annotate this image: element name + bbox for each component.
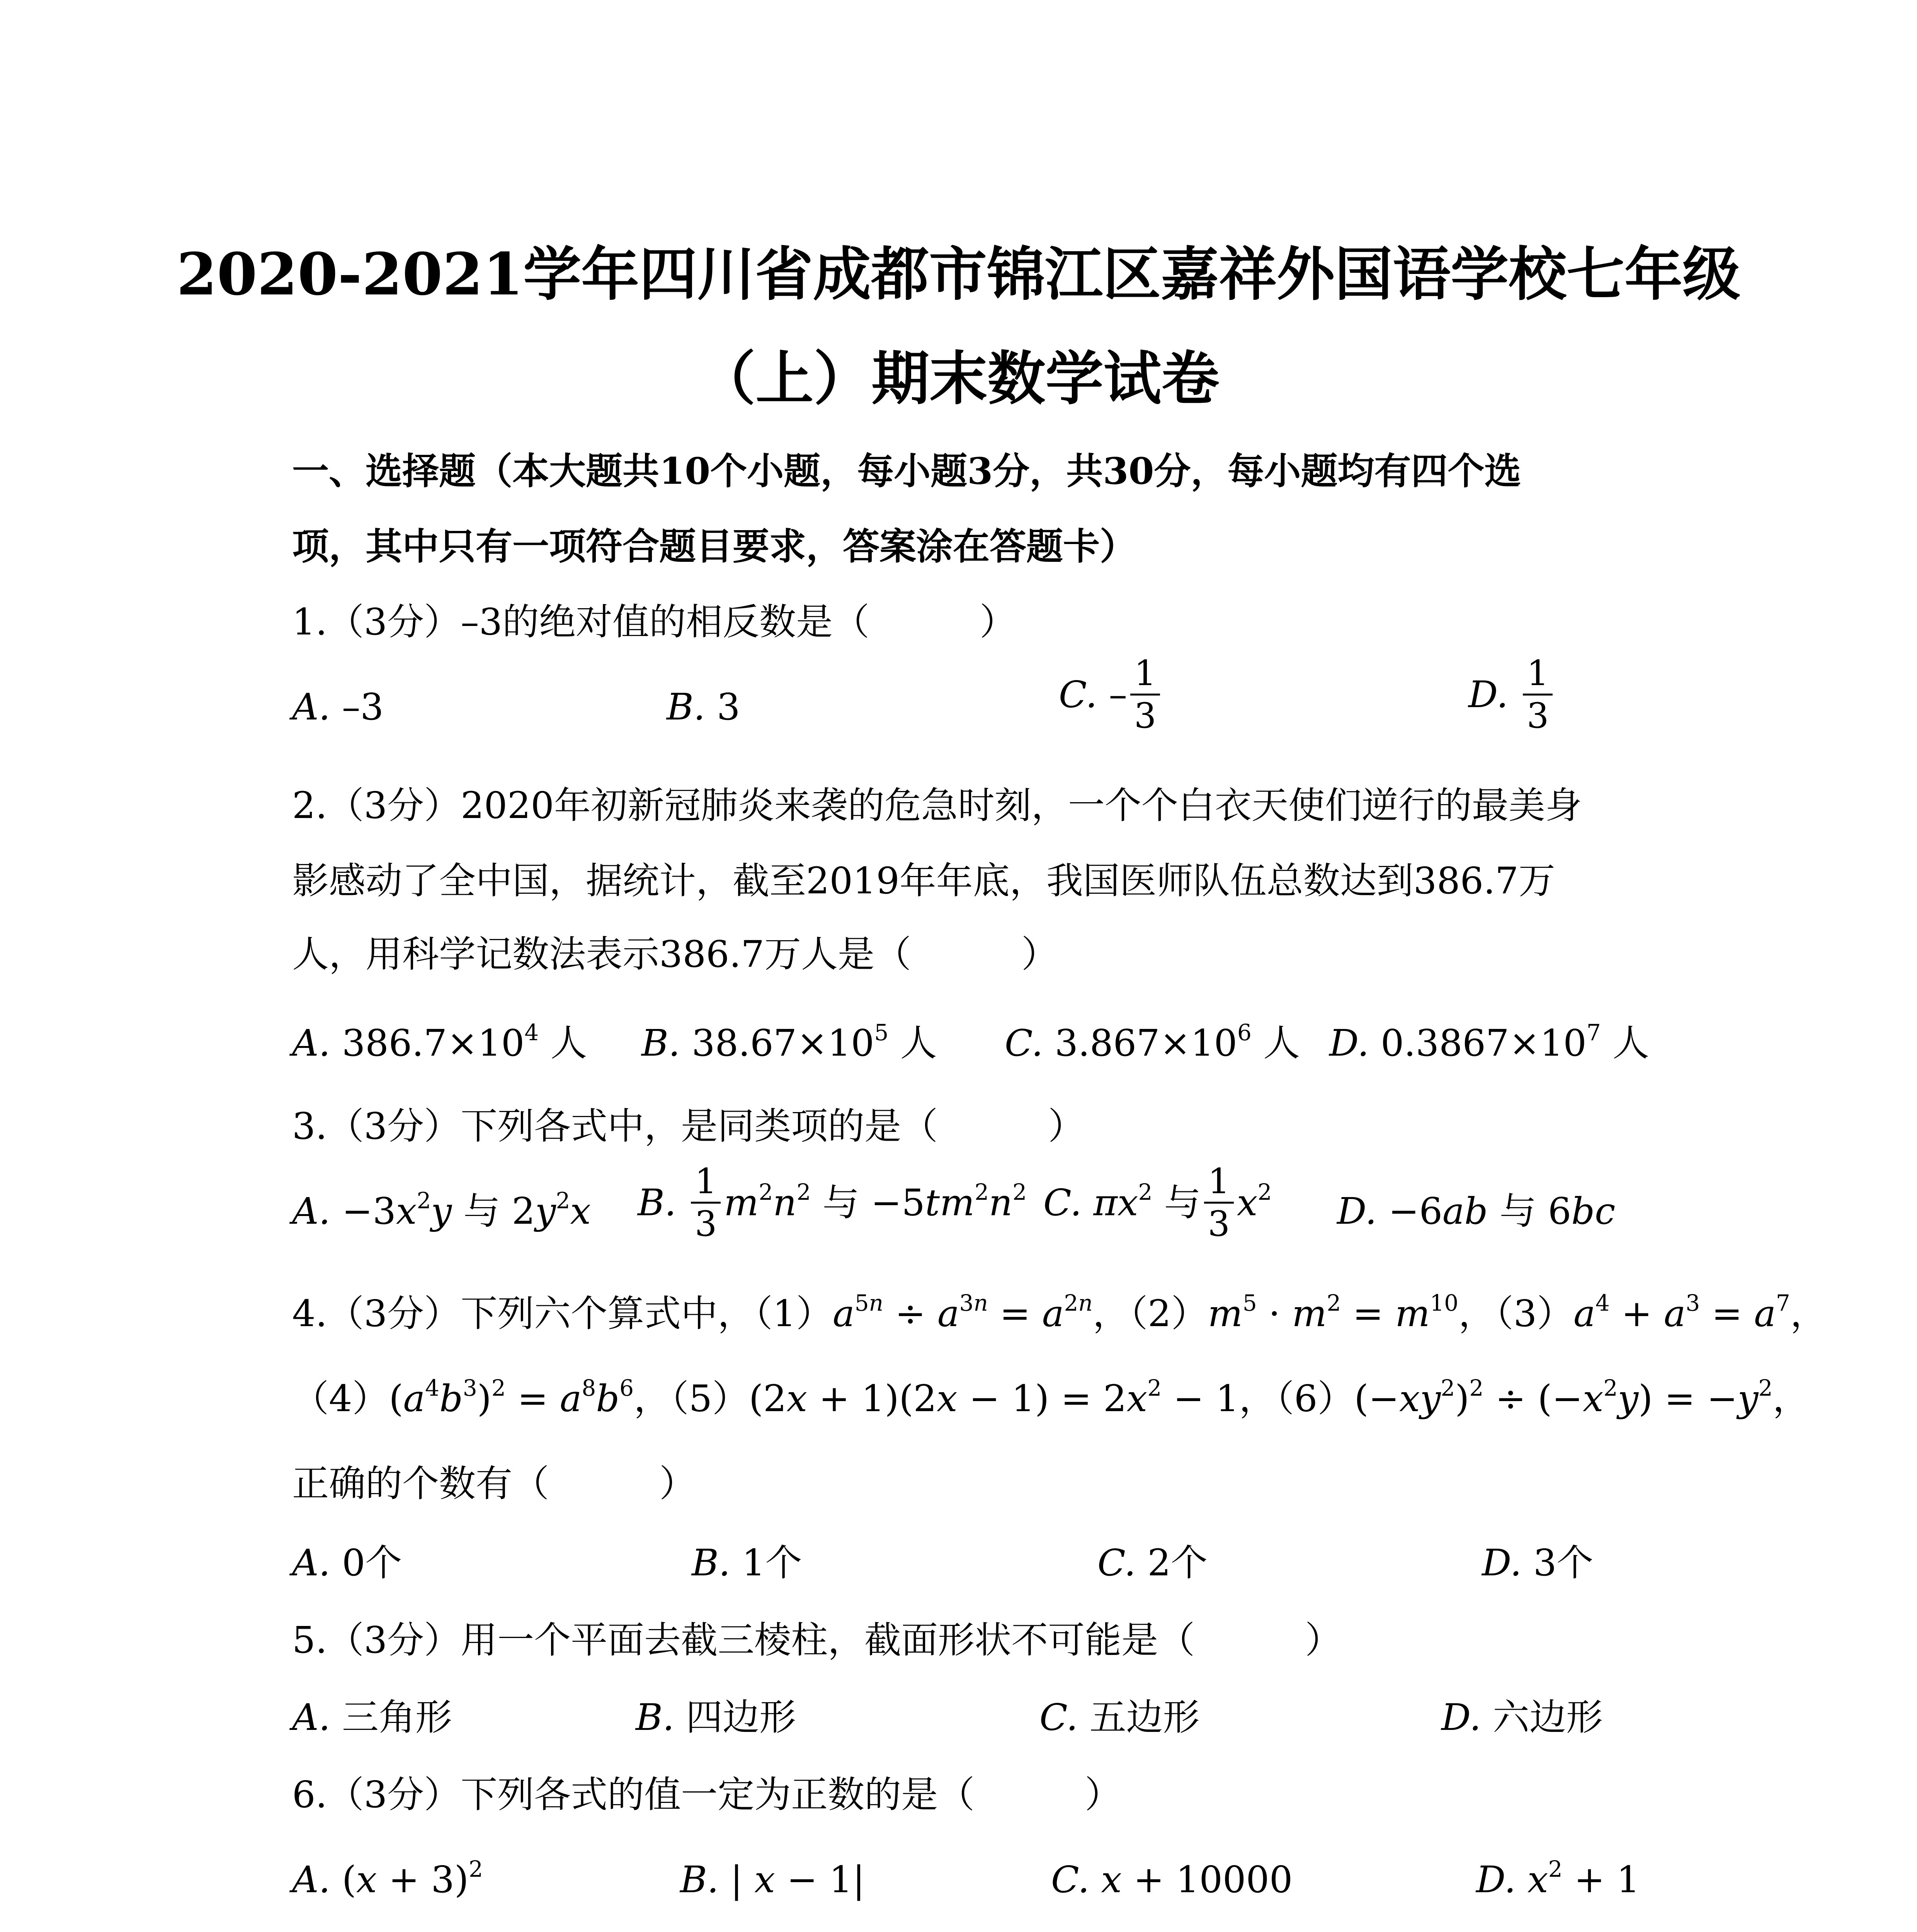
question-2-line-1: 2.（3分）2020年初新冠肺炎来袭的危急时刻，一个个白衣天使们逆行的最美身 (292, 784, 1582, 827)
question-3-option-d: D. −6ab 与 6bc (1337, 1190, 1616, 1233)
question-5-stem: 5.（3分）用一个平面去截三棱柱，截面形状不可能是（ ） (292, 1619, 1342, 1662)
fraction: $\frac{1}{3}$ (1130, 653, 1160, 736)
question-3-option-a: A. $-3x^2y$ 与 $2y^2x$ (292, 1187, 591, 1233)
question-4-line-1: 4.（3分）下列六个算式中，$(1)a^{5n} \div a^{3n} = a^{2n}$，$(2)m^5 \cdot m^2 = m^{10}$，$(3)a^4 + a^3 = a^7$， (292, 1290, 1827, 1335)
question-3-option-c: C. $\pi x^2$ 与 $\frac{1}{3}$ $x^2$ (1043, 1161, 1272, 1244)
question-2-option-a: A. $386.7\times 10^4$ 人 (292, 1019, 587, 1065)
question-5-option-b: B. 四边形 (636, 1696, 796, 1739)
fraction: $\frac{1}{3}$ (1523, 653, 1553, 736)
question-4-option-d: D. 3个 (1482, 1542, 1594, 1584)
question-6-option-c: C. x + 10000 (1051, 1859, 1293, 1901)
question-5-option-c: C. 五边形 (1039, 1696, 1200, 1739)
section-heading-line-1: 一、选择题（本大题共10个小题，每小题3分，共30分，每小题均有四个选 (292, 450, 1521, 493)
exam-title-line-2: （上）期末数学试卷 (697, 345, 1220, 413)
question-2-option-b: B. $38.67\times 10^5$ 人 (641, 1019, 937, 1065)
question-6-option-a: A. $(x + 3)^2$ (292, 1856, 483, 1901)
question-3-option-b: B. $\frac{1}{3}$ $m^2n^2$ 与 $-5tm^2n^2$ (638, 1161, 1027, 1244)
question-1-stem: 1.（3分）–3的绝对值的相反数是（ ） (292, 601, 1017, 643)
question-6-option-d: D. $x^2 + 1$ (1476, 1856, 1640, 1901)
question-1-option-b: B. 3 (667, 686, 740, 728)
fraction: $\frac{1}{3}$ (1204, 1161, 1234, 1244)
question-1-option-d: D. $\frac{1}{3}$ (1468, 653, 1556, 736)
question-2-line-2: 影感动了全中国，据统计，截至2019年年底，我国医师队伍总数达到386.7万 (292, 860, 1555, 902)
question-4-line-2: $(4)(a^4b^3)^2 = a^8b^6$，$(5)(2x + 1)(2x - 1) = 2x^2 - 1$，$(6)(-xy^2)^2 \div (-x^2y) = -y^2$， (292, 1375, 1810, 1420)
question-4-line-3: 正确的个数有（ ） (292, 1463, 696, 1505)
question-5-option-d: D. 六边形 (1441, 1696, 1603, 1739)
question-4-option-c: C. 2个 (1097, 1542, 1208, 1584)
section-heading-line-2: 项，其中只有一项符合题目要求，答案涂在答题卡） (292, 525, 1137, 568)
fraction: $\frac{1}{3}$ (691, 1161, 721, 1244)
exam-title-line-1: 2020-2021学年四川省成都市锦江区嘉祥外国语学校七年级 (176, 240, 1741, 308)
question-5-option-a: A. 三角形 (292, 1696, 452, 1739)
question-6-stem: 6.（3分）下列各式的值一定为正数的是（ ） (292, 1774, 1122, 1816)
question-6-option-b: B. | x − 1| (680, 1859, 865, 1901)
question-2-option-c: C. $3.867\times 10^6$ 人 (1005, 1019, 1300, 1065)
question-2-option-d: D. $0.3867\times 10^7$ 人 (1329, 1019, 1649, 1065)
question-1-option-c: C. – $\frac{1}{3}$ (1059, 653, 1163, 736)
question-2-line-3: 人，用科学记数法表示386.7万人是（ ） (292, 933, 1058, 976)
question-3-stem: 3.（3分）下列各式中，是同类项的是（ ） (292, 1105, 1085, 1148)
question-1-option-a: A. –3 (292, 686, 384, 728)
question-4-option-a: A. 0个 (292, 1542, 402, 1584)
question-4-option-b: B. 1个 (692, 1542, 802, 1584)
